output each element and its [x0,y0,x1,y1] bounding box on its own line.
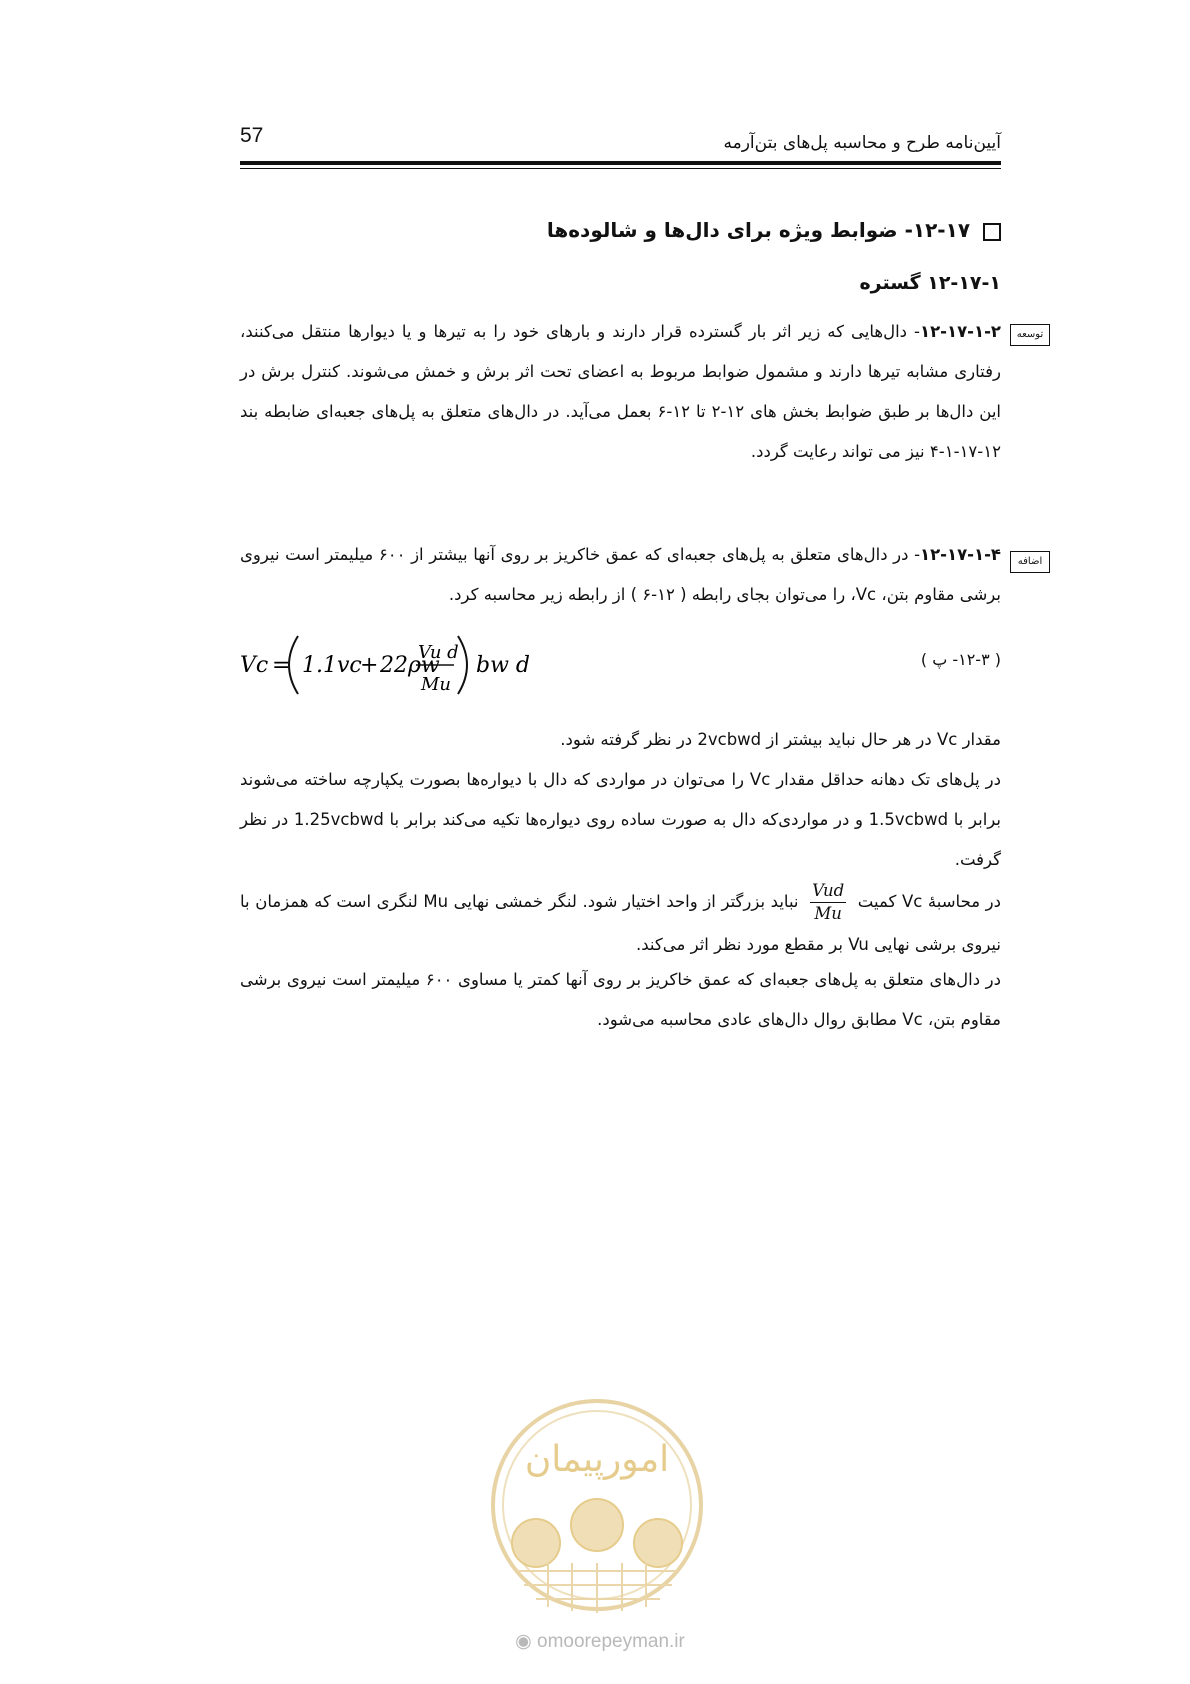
inline-fraction [810,880,846,925]
right-paren-icon [458,636,467,694]
clause-number: ۱۲-۱۷-۱-۲ [920,322,1001,341]
checkbox-square-icon [983,223,1001,241]
equation-block [240,630,1001,700]
paragraph-4: در پل‌های تک دهانه حداقل مقدار Vc را می‌توان در مواردی که دال با دیواره‌ها بصورت یکپارچه ساخته می‌شوند برابر با 1.5vcbwd و در مواردی‌که دال به صورت ساده روی دیواره‌ها تکیه می‌کند برابر با 1.25vcbwd در نظر گرفت. [240,770,1001,869]
paragraph-text-part2: نباید بزرگتر از واحد اختیار شود. لنگر خمشی نهایی Mu لنگری است که همزمان با نیروی برشی نهایی Vu بر مقطع مورد نظر اثر می‌کند. [240,892,1001,954]
inline-fraction-numerator: Vud [810,880,846,903]
globe-icon: ◉ [515,1631,532,1652]
equation-number: ( ۱۲-۳- پ ) [920,650,1001,669]
section-heading [240,218,1001,242]
margin-tag-addition: اضافه [1010,551,1050,573]
fraction-denominator: Mu [421,674,452,695]
header-rule-thick [240,161,1001,165]
watermark-stamp-text: امورپیمان [524,1439,670,1480]
equation-equals: = [272,653,291,678]
watermark-logo [488,1393,706,1621]
paragraph-3: مقدار Vc در هر حال نباید بیشتر از 2vcbwd در نظر گرفته شود. [560,730,1001,749]
margin-tag-extension: توسعه [1010,324,1050,346]
watermark-site-text: omoorepeyman.ir [537,1631,685,1652]
equation-term2: 22ρw [380,653,440,678]
inline-fraction-denominator: Mu [814,904,842,923]
clause-number: ۱۲-۱۷-۱-۴ [920,545,1002,564]
paragraph-5 [240,880,1001,965]
running-title: آیین‌نامه طرح و محاسبه پل‌های بتن‌آرمه [723,133,1001,153]
paragraph-text-part1: در محاسبهٔ Vc کمیت [857,892,1001,911]
paragraph-text: - در دال‌های متعلق به پل‌های جعبه‌ای که عمق خاکریز بر روی آنها بیشتر از ۶۰۰ میلیمتر است نیروی برشی مقاوم بتن، Vc، را می‌توان بجای رابطه ( ۱۲-۶ ) از رابطه زیر محاسبه کرد. [240,545,1001,604]
paragraph-2 [240,535,1001,615]
paragraph-6: در دال‌های متعلق به پل‌های جعبه‌ای که عمق خاکریز بر روی آنها کمتر یا مساوی ۶۰۰ میلیمتر است نیروی برشی مقاوم بتن، Vc مطابق روال دال‌های عادی محاسبه می‌شود. [240,970,1001,1029]
header-rule-thin [240,168,1001,169]
equation-formula [240,630,540,700]
equation-lhs: Vc [240,653,269,678]
paragraph-1 [240,312,1001,472]
subsection-heading: ۱۲-۱۷-۱ گستره [859,272,1001,294]
paragraph-text: - دال‌هایی که زیر اثر بار گسترده قرار دارند و بارهای خود را به تیرها و یا دیوارها منتقل می‌کنند، رفتاری مشابه تیرها دارند و مشمول ضوابط مربوط به اعضای تحت اثر برش و خمش می‌شوند. کنترل برش در این دال‌ها بر طبق ضوابط بخش های ۱۲-۲ تا ۱۲-۶ بعمل می‌آید. در دال‌های متعلق به پل‌های جعبه‌ای ضابطه بند ۱۲-۱۷-۱-۴ نیز می تواند رعایت گردد. [240,322,1001,461]
watermark-site [490,1630,710,1653]
equation-tail: bw d [476,653,530,678]
section-heading-text: ۱۲-۱۷- ضوابط ویژه برای دال‌ها و شالوده‌ها [546,218,971,242]
page-number: 57 [240,124,264,147]
fraction-numerator: Vu d [418,642,459,663]
equation-term1: 1.1vc [302,653,362,678]
equation-plus: + [360,653,379,678]
